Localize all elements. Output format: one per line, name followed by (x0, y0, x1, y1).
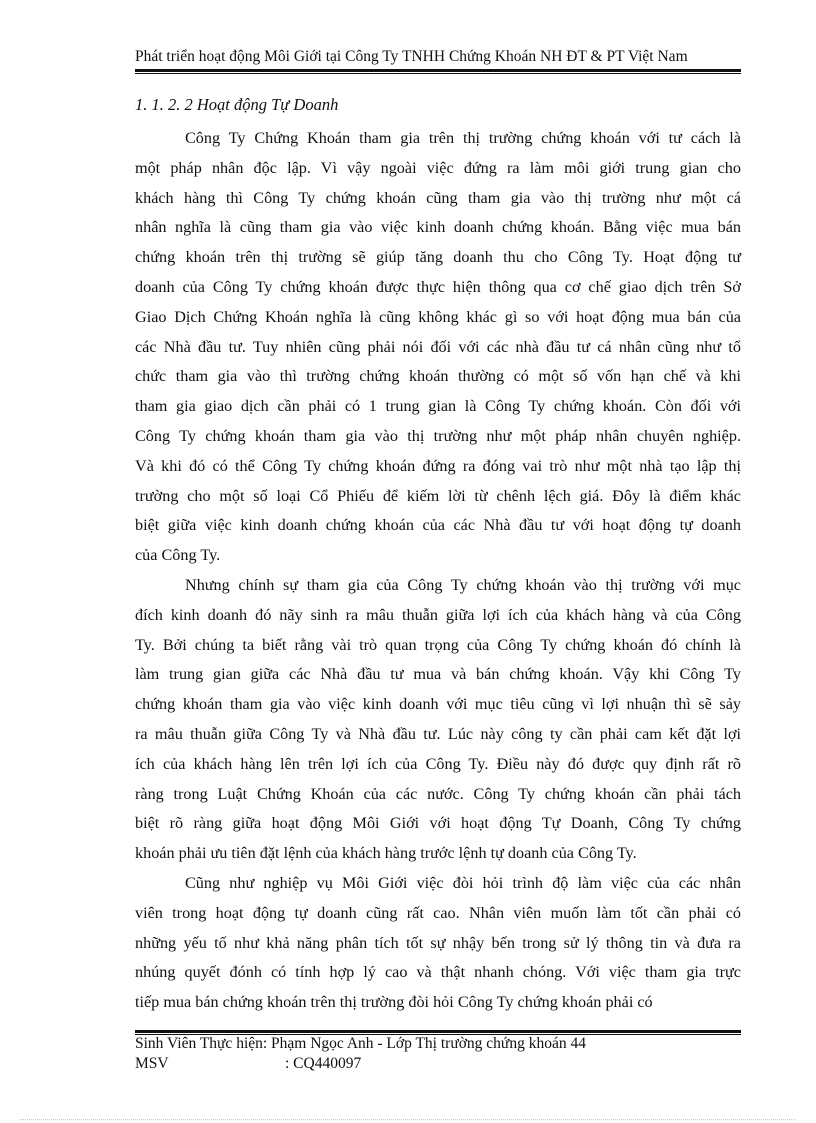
paragraph-line: Cũng như nghiệp vụ Môi Giới việc đòi hỏi trình độ làm việc của các nhân (185, 873, 741, 892)
paragraph-line: biệt rõ ràng giữa hoạt động Môi Giới với hoạt động Tự Doanh, Công Ty chứng (135, 814, 741, 833)
paragraph-line: Công Ty Chứng Khoán tham gia trên thị trường chứng khoán với tư cách là (185, 129, 741, 147)
section-heading: 1. 1. 2. 2 Hoạt động Tự Doanh (135, 95, 339, 114)
paragraph-line: biệt giữa việc kinh doanh chứng khoán của các Nhà đầu tư với hoạt động tự doanh (135, 516, 741, 535)
document-body (135, 124, 741, 1018)
paragraph-line: đích kinh doanh đó nãy sinh ra mâu thuẫn giữa lợi ích của khách hàng và của Công (135, 605, 741, 624)
paragraph-line: tham gia giao dịch cần phải có 1 trung gian là Công Ty chứng khoán. Còn đối với (135, 397, 741, 416)
footer-student: Sinh Viên Thực hiện: Phạm Ngọc Anh - Lớp Thị trường chứng khoán 44 (135, 1035, 586, 1052)
msv-label: MSV (135, 1055, 169, 1072)
paragraph-line: ích của khách hàng lên trên lợi ích của Công Ty. Điều này đó được quy định rất rõ (135, 754, 741, 773)
paragraph-line: Ty. Bởi chúng ta biết rằng vài trò quan trọng của Công Ty chứng khoán đó chính là (135, 635, 741, 654)
paragraph-line: khoán phải ưu tiên đặt lệnh của khách hàng trước lệnh tự doanh của Công Ty. (135, 844, 637, 863)
paragraph-line: Nhưng chính sự tham gia của Công Ty chứng khoán vào thị trường với mục (185, 575, 741, 594)
paragraph-line: những yếu tố như khả năng phân tích tốt sự nhậy bến trong sử lý thông tin và đưa ra (135, 933, 741, 952)
paragraph-line: chứng khoán tham gia vào việc kinh doanh với mục tiêu cũng vì lợi nhuận thì sẽ sảy (135, 695, 741, 714)
paragraph-line: Và khi đó có thể Công Ty chứng khoán đứng ra đóng vai trò như một nhà tạo lập thị (135, 456, 741, 475)
paragraph-line: các Nhà đầu tư. Tuy nhiên cũng phải nói đối với các nhà đầu tư cá nhân cũng như tổ (135, 337, 741, 356)
paragraph-line: chứng khoán trên thị trường sẽ giúp tăng doanh thu cho Công Ty. Hoạt động tư (135, 248, 741, 267)
paragraph-line: tiếp mua bán chứng khoán trên thị trường đòi hỏi Công Ty chứng khoán phải có (135, 993, 653, 1012)
paragraph-line: ra mâu thuẫn giữa Công Ty và Nhà đầu tư. Lúc này công ty cần phải cam kết đặt lợi (135, 724, 741, 743)
paragraph-line: chức tham gia vào thì trường chứng khoán thường có một số vốn hạn chế và khi (135, 367, 741, 386)
paragraph-line: Công Ty chứng khoán tham gia vào thị trường như một pháp nhân chuyên nghiệp. (135, 426, 741, 445)
paragraph-line: nhúng quyết đónh có tính hợp lý cao và thật nhanh chóng. Với việc tham gia trực (135, 963, 741, 982)
footer-msv (135, 1055, 535, 1073)
msv-value: : CQ440097 (285, 1055, 362, 1072)
paragraph-line: khách hàng thì Công Ty chứng khoán cũng tham gia vào thị trường như một cá (135, 188, 741, 207)
running-header: Phát triển hoạt động Môi Giới tại Công Ty TNHH Chứng Khoán NH ĐT & PT Việt Nam (135, 48, 688, 65)
header-rule (135, 69, 741, 74)
paragraph-line: của Công Ty. (135, 546, 221, 565)
page-boundary (20, 1119, 796, 1120)
paragraph-line: doanh của Công Ty chứng khoán được thực hiện thông qua cơ chế giao dịch trên Sở (135, 277, 741, 296)
paragraph-line: làm trung gian giữa các Nhà đầu tư mua và bán chứng khoán. Vậy khi Công Ty (135, 665, 741, 684)
paragraph-line: một pháp nhân độc lập. Vì vậy ngoài việc đứng ra làm môi giới trung gian cho (135, 158, 741, 177)
paragraph-line: viên trong hoạt động tự doanh cũng rất cao. Nhân viên muốn làm tốt cần phải có (135, 903, 741, 922)
paragraph-line: nhân nghĩa là cũng tham gia vào việc kinh doanh chứng khoán. Bằng việc mua bán (135, 218, 741, 237)
paragraph-line: trường cho một số loại Cổ Phiếu để kiếm lời từ chênh lệch giá. Đôy là điểm khác (135, 486, 741, 505)
paragraph-line: Giao Dịch Chứng Khoán nghĩa là cũng không khác gì so với hoạt động mua bán của (135, 307, 741, 326)
paragraph-line: ràng trong Luật Chứng Khoán của các nước. Công Ty chứng khoán cần phải tách (135, 784, 741, 803)
